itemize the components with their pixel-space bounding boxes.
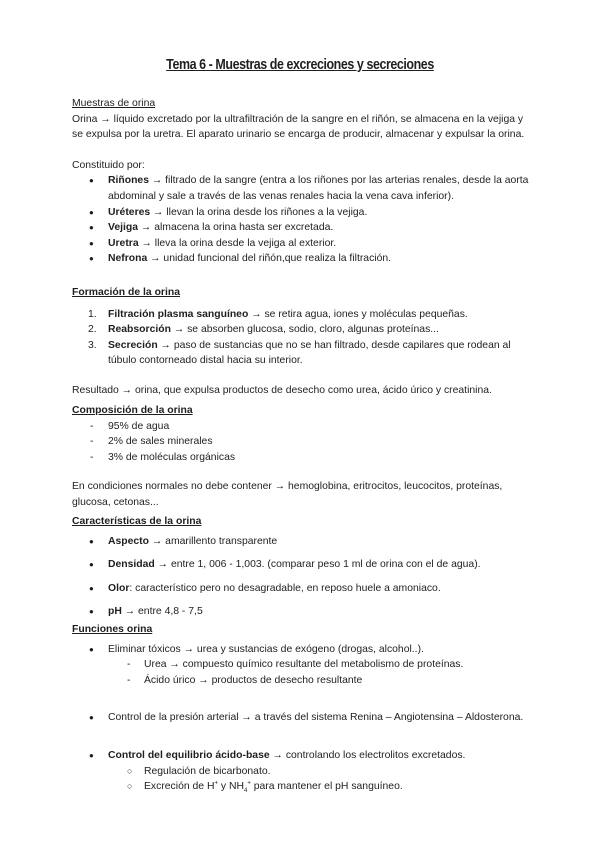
list-item: - 2% de sales minerales: [72, 434, 532, 450]
list-item: 3. Secreción → paso de sustancias que no se han filtrado, desde capilares que rodean al túbulo contorneado distal hacia su interior.: [88, 339, 511, 367]
section-formacion: [72, 285, 532, 399]
intro-text: Constituido por:: [72, 159, 145, 171]
list-item: ● Control de la presión arterial → a través del sistema Renina – Angiotensina – Aldosterona.: [72, 710, 532, 726]
paragraph: Orina → líquido excretado por la ultrafiltración de la sangre en el riñón, se almacena en la vejiga y se expulsa por la uretra. El aparato urinario se encarga de producir, almacenar y expulsar la orina.: [72, 113, 525, 141]
organ-list: [72, 173, 532, 267]
section-caracteristicas: [72, 514, 532, 620]
section-heading: Composición de la orina: [72, 405, 193, 416]
paragraph: En condiciones normales no debe contener → hemoglobina, eritrocitos, leucocitos, proteínas, glucosa, cetonas...: [72, 481, 503, 508]
list-item: - 3% de moléculas orgánicas: [72, 450, 532, 466]
page-title: Tema 6 - Muestras de excreciones y secreciones: [166, 57, 434, 73]
sub-item: ○ Regulación de bicarbonato.: [72, 764, 532, 780]
section-heading: Muestras de orina: [72, 98, 156, 109]
list-item: ● Olor: característico pero no desagradable, en reposo huele a amoniaco.: [72, 581, 532, 597]
formation-list: [72, 307, 532, 369]
list-item: ● Eliminar tóxicos → urea y sustancias de exógeno (drogas, alcohol..).: [72, 642, 532, 658]
list-item: 2. Reabsorción → se absorben glucosa, sodio, cloro, algunas proteínas...: [88, 324, 439, 336]
section-funciones: [72, 622, 532, 795]
characteristics-list: [72, 534, 532, 620]
composition-list: [72, 419, 532, 466]
section-composicion: [72, 403, 532, 511]
section-heading: Características de la orina: [72, 516, 202, 527]
list-item: ● Uréteres → llevan la orina desde los riñones a la vejiga.: [72, 205, 532, 221]
list-item: ● Aspecto → amarillento transparente: [72, 534, 532, 550]
list-item: ● Riñones → filtrado de la sangre (entra a los riñones por las arterias renales, desde la aorta abdominal y sale a través de las venas renales hacia la vena cava inferior).: [72, 173, 532, 204]
result-text: Resultado → orina, que expulsa productos de desecho como urea, ácido úrico y creatinina.: [72, 384, 492, 396]
section-heading: Funciones orina: [72, 624, 153, 635]
functions-list: [72, 642, 532, 658]
list-item: - 95% de agua: [72, 419, 532, 435]
section-muestras: [72, 96, 532, 267]
section-heading: Formación de la orina: [72, 287, 180, 298]
sub-item: ○ Excreción de H+ y $NH_4^+$ para mantener el pH sanguíneo.: [72, 779, 532, 795]
list-item: 1. Filtración plasma sanguíneo → se retira agua, iones y moléculas pequeñas.: [88, 308, 468, 320]
sub-item: - Ácido úrico → productos de desecho resultante: [72, 673, 532, 689]
list-item: ● Vejiga → almacena la orina hasta ser excretada.: [72, 220, 532, 236]
list-item: ● Control del equilibrio ácido-base → controlando los electrolitos excretados.: [72, 748, 532, 764]
list-item: ● Densidad → entre 1, 006 - 1,003. (comparar peso 1 ml de orina con el de agua).: [72, 557, 532, 573]
list-item: ● Nefrona → unidad funcional del riñón,que realiza la filtración.: [72, 251, 532, 267]
list-item: ● pH → entre 4,8 - 7,5: [72, 604, 532, 620]
sub-item: - Urea → compuesto químico resultante del metabolismo de proteínas.: [72, 657, 532, 673]
list-item: ● Uretra → lleva la orina desde la vejiga al exterior.: [72, 236, 532, 252]
